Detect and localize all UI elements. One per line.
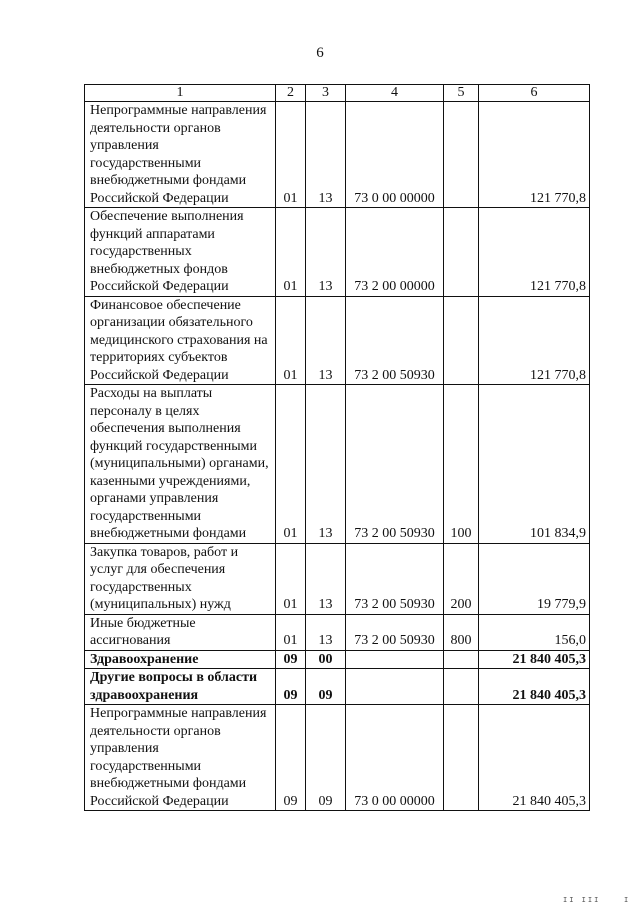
row-pr: 13 <box>306 614 346 650</box>
row-name: Обеспечение выполнения функций аппаратами государственных внебюджетных фондов Российской Федерации <box>85 208 276 297</box>
row-pr: 13 <box>306 385 346 544</box>
row-amount: 101 834,9 <box>479 385 590 544</box>
table-row <box>85 705 590 811</box>
row-csr: 73 0 00 00000 <box>346 705 444 811</box>
row-vr <box>444 102 479 208</box>
row-amount: 121 770,8 <box>479 208 590 297</box>
row-amount: 121 770,8 <box>479 102 590 208</box>
row-rz: 09 <box>276 669 306 705</box>
row-name: Расходы на выплаты персоналу в целях обеспечения выполнения функций государственными (муниципальными) органами, казенными учреждениями, органами управления государственными внебюджетными фондами <box>85 385 276 544</box>
header-cell: 3 <box>306 85 346 102</box>
page-number: 6 <box>316 45 324 61</box>
row-pr: 00 <box>306 650 346 669</box>
row-pr: 13 <box>306 102 346 208</box>
row-csr: 73 2 00 50930 <box>346 614 444 650</box>
row-vr <box>444 705 479 811</box>
row-rz: 01 <box>276 614 306 650</box>
row-csr <box>346 650 444 669</box>
header-cell: 4 <box>346 85 444 102</box>
row-amount: 19 779,9 <box>479 543 590 614</box>
row-vr <box>444 669 479 705</box>
table-row <box>85 296 590 385</box>
row-csr <box>346 669 444 705</box>
header-cell: 2 <box>276 85 306 102</box>
row-name: Непрограммные направления деятельности органов управления государственными внебюджетными фондами Российской Федерации <box>85 102 276 208</box>
row-csr: 73 2 00 50930 <box>346 543 444 614</box>
row-rz: 01 <box>276 296 306 385</box>
table-row <box>85 543 590 614</box>
row-vr <box>444 650 479 669</box>
row-vr: 200 <box>444 543 479 614</box>
budget-table <box>84 84 590 811</box>
row-amount: 21 840 405,3 <box>479 669 590 705</box>
row-name: Иные бюджетные ассигнования <box>85 614 276 650</box>
row-amount: 21 840 405,3 <box>479 705 590 811</box>
row-name: Другие вопросы в области здравоохранения <box>85 669 276 705</box>
row-rz: 09 <box>276 705 306 811</box>
row-name: Здравоохранение <box>85 650 276 669</box>
header-cell: 6 <box>479 85 590 102</box>
table-header-row <box>85 85 590 102</box>
table-row-subsection <box>85 669 590 705</box>
row-amount: 156,0 <box>479 614 590 650</box>
row-pr: 13 <box>306 296 346 385</box>
row-name: Непрограммные направления деятельности органов управления государственными внебюджетными фондами Российской Федерации <box>85 705 276 811</box>
row-vr: 100 <box>444 385 479 544</box>
row-name: Закупка товаров, работ и услуг для обеспечения государственных (муниципальных) нужд <box>85 543 276 614</box>
table-row <box>85 614 590 650</box>
row-vr <box>444 208 479 297</box>
row-amount: 21 840 405,3 <box>479 650 590 669</box>
footer-scan-mark: II III <box>563 896 601 904</box>
row-csr: 73 0 00 00000 <box>346 102 444 208</box>
row-name: Финансовое обеспечение организации обязательного медицинского страхования на территориях субъектов Российской Федерации <box>85 296 276 385</box>
row-rz: 01 <box>276 102 306 208</box>
header-cell: 5 <box>444 85 479 102</box>
row-rz: 09 <box>276 650 306 669</box>
row-rz: 01 <box>276 385 306 544</box>
row-csr: 73 2 00 00000 <box>346 208 444 297</box>
row-pr: 13 <box>306 543 346 614</box>
table-row <box>85 208 590 297</box>
row-rz: 01 <box>276 208 306 297</box>
row-csr: 73 2 00 50930 <box>346 385 444 544</box>
row-vr <box>444 296 479 385</box>
header-cell: 1 <box>85 85 276 102</box>
row-amount: 121 770,8 <box>479 296 590 385</box>
row-csr: 73 2 00 50930 <box>346 296 444 385</box>
footer-scan-mark-right: I <box>624 896 629 904</box>
table-row-section <box>85 650 590 669</box>
row-pr: 09 <box>306 669 346 705</box>
table-row <box>85 102 590 208</box>
row-pr: 13 <box>306 208 346 297</box>
table-row <box>85 385 590 544</box>
row-rz: 01 <box>276 543 306 614</box>
row-pr: 09 <box>306 705 346 811</box>
row-vr: 800 <box>444 614 479 650</box>
